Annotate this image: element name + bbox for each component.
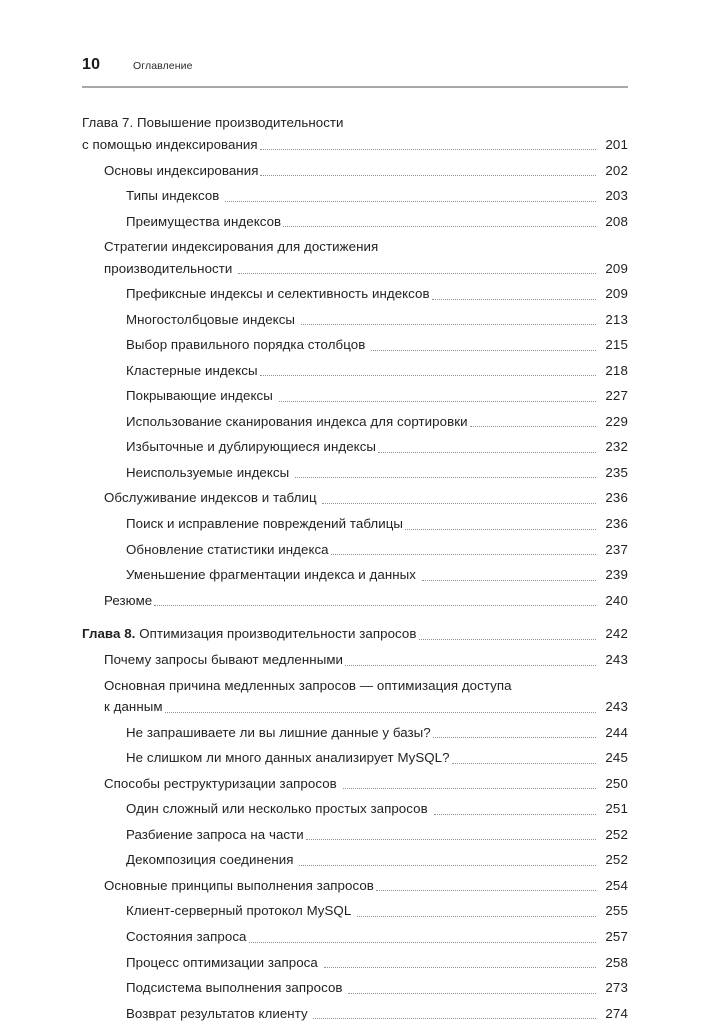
toc-entry-title-text: Резюме <box>104 592 153 608</box>
toc-entry-title <box>104 875 374 897</box>
toc-page-number: 245 <box>605 750 628 766</box>
toc-page-number: 218 <box>605 362 628 378</box>
toc-page-number: 274 <box>605 1005 628 1021</box>
toc-page-number: 213 <box>605 311 628 327</box>
toc-section-entry[interactable] <box>126 185 628 207</box>
toc-entry-line <box>126 211 628 233</box>
toc-entry-title <box>104 649 343 671</box>
toc-entry-line <box>126 283 628 305</box>
toc-entry-title <box>126 722 431 744</box>
toc-entry-title-text: Обновление статистики индекса <box>126 541 329 557</box>
dot-leader <box>249 941 596 943</box>
toc-entry-title-text: к данным <box>104 699 163 715</box>
toc-entry-title-text: Способы реструктуризации запросов <box>104 775 341 791</box>
toc-section-entry[interactable] <box>126 360 628 382</box>
table-of-contents <box>82 112 628 1028</box>
toc-entry-line <box>126 385 628 407</box>
dot-leader <box>405 528 596 530</box>
toc-entry-title-text: Основные принципы выполнения запросов <box>104 877 374 893</box>
toc-page-number: 237 <box>605 541 628 557</box>
toc-section-entry[interactable] <box>104 487 628 509</box>
dot-leader <box>357 915 596 917</box>
toc-section-entry[interactable] <box>104 590 628 612</box>
dot-leader <box>376 889 596 891</box>
toc-section-entry[interactable] <box>126 564 628 586</box>
toc-page-number: 251 <box>605 801 628 817</box>
toc-entry-title-text: Покрывающие индексы <box>126 388 277 404</box>
toc-section-entry[interactable] <box>126 722 628 744</box>
toc-section-entry[interactable] <box>126 747 628 769</box>
toc-page-number: 244 <box>605 724 628 740</box>
toc-entry-title <box>126 334 369 356</box>
toc-page-number: 258 <box>605 954 628 970</box>
toc-section-entry[interactable] <box>104 773 628 795</box>
toc-entry-line <box>104 773 628 795</box>
toc-page-number: 254 <box>605 877 628 893</box>
toc-section-entry[interactable] <box>126 952 628 974</box>
toc-entry-line <box>126 747 628 769</box>
dot-leader <box>371 349 596 351</box>
toc-entry-line <box>82 134 628 156</box>
toc-entry-line <box>104 649 628 671</box>
toc-entry-line <box>104 590 628 612</box>
toc-section-entry[interactable] <box>126 513 628 535</box>
toc-page-number: 252 <box>605 852 628 868</box>
toc-page-number: 201 <box>605 136 628 152</box>
toc-section-entry[interactable] <box>126 411 628 433</box>
running-head-title: Оглавление <box>133 60 193 72</box>
toc-entry-title <box>104 487 320 509</box>
toc-section-entry[interactable] <box>104 875 628 897</box>
toc-section-entry[interactable] <box>126 824 628 846</box>
toc-entry-line <box>126 952 628 974</box>
toc-entry-line <box>104 487 628 509</box>
toc-entry-title <box>126 360 258 382</box>
toc-section-entry[interactable] <box>126 900 628 922</box>
toc-entry-title-text: Декомпозиция соединения <box>126 852 298 868</box>
toc-entry-title-text: Кластерные индексы <box>126 362 258 378</box>
dot-leader <box>279 400 596 402</box>
toc-section-entry[interactable] <box>126 462 628 484</box>
toc-entry-title <box>126 977 346 999</box>
toc-entry-title <box>126 411 468 433</box>
toc-entry-line <box>126 539 628 561</box>
toc-page-number: 255 <box>605 903 628 919</box>
dot-leader <box>154 604 596 606</box>
toc-entry-title <box>126 211 281 233</box>
toc-entry-title-text: Обслуживание индексов и таблиц <box>104 490 321 506</box>
dot-leader <box>295 476 596 478</box>
toc-entry-line <box>104 696 628 718</box>
toc-section-entry[interactable] <box>126 436 628 458</box>
toc-entry-title <box>126 849 297 871</box>
dot-leader <box>283 225 596 227</box>
toc-section-entry[interactable] <box>126 211 628 233</box>
toc-entry-title-text: Возврат результатов клиенту <box>126 1005 312 1021</box>
toc-page-number: 209 <box>605 286 628 302</box>
toc-entry-title <box>82 134 258 156</box>
toc-section-entry[interactable] <box>126 1003 628 1025</box>
toc-section-entry[interactable] <box>126 926 628 948</box>
toc-entry-first-line <box>104 236 628 258</box>
toc-entry-line <box>126 722 628 744</box>
running-head <box>82 56 628 80</box>
toc-page-number: 273 <box>605 980 628 996</box>
toc-entry-title <box>126 283 430 305</box>
toc-entry-title-text: Оптимизация производительности запросов <box>135 626 417 642</box>
toc-page-number: 243 <box>605 652 628 668</box>
toc-page-number: 235 <box>605 464 628 480</box>
toc-entry-title-text: производительности <box>104 260 237 276</box>
toc-section-entry[interactable] <box>126 385 628 407</box>
toc-entry-title <box>126 436 376 458</box>
toc-entry-title-text: Подсистема выполнения запросов <box>126 980 347 996</box>
dot-leader <box>419 638 597 640</box>
toc-entry-title <box>126 926 247 948</box>
toc-page-number: 242 <box>605 626 628 642</box>
toc-page-number: 240 <box>605 592 628 608</box>
dot-leader <box>260 148 596 150</box>
toc-entry-title-text: Почему запросы бывают медленными <box>104 652 344 668</box>
toc-entry-line <box>126 977 628 999</box>
toc-entry-title <box>126 513 403 535</box>
toc-entry-title <box>126 539 329 561</box>
toc-entry-first-line-text: Повышение производительности <box>133 115 344 130</box>
toc-entry-title <box>104 258 236 280</box>
toc-page-number: 243 <box>605 699 628 715</box>
toc-section-entry[interactable] <box>104 675 628 718</box>
toc-entry-title-text: Неиспользуемые индексы <box>126 464 294 480</box>
toc-page-number: 252 <box>605 826 628 842</box>
toc-entry-line <box>126 462 628 484</box>
toc-entry-first-line <box>82 112 628 134</box>
dot-leader <box>322 502 596 504</box>
toc-entry-title <box>104 160 258 182</box>
dot-leader <box>345 664 596 666</box>
toc-page-number: 236 <box>605 490 628 506</box>
toc-entry-title <box>126 824 304 846</box>
header-divider-rule <box>82 86 628 88</box>
toc-page-number: 232 <box>605 439 628 455</box>
toc-entry-line <box>82 623 628 645</box>
toc-page-number: 227 <box>605 388 628 404</box>
toc-entry-title-text: Состояния запроса <box>126 929 247 944</box>
toc-page-number: 215 <box>605 337 628 353</box>
dot-leader <box>378 451 596 453</box>
toc-chapter-entry[interactable] <box>82 623 628 645</box>
dot-leader <box>433 736 596 738</box>
toc-entry-line <box>126 360 628 382</box>
dot-leader <box>260 174 596 176</box>
toc-entry-title <box>126 385 277 407</box>
toc-chapter-entry[interactable] <box>82 112 628 155</box>
dot-leader <box>324 966 596 968</box>
dot-leader <box>452 762 596 764</box>
toc-entry-title-text: Уменьшение фрагментации индекса и данных <box>126 567 420 583</box>
toc-chapter-label: Глава 8. <box>82 626 136 642</box>
dot-leader <box>299 864 596 866</box>
toc-page-number: 250 <box>605 775 628 791</box>
toc-entry-title-text: Поиск и исправление повреждений таблицы <box>126 516 404 531</box>
dot-leader <box>260 374 596 376</box>
toc-entry-line <box>126 185 628 207</box>
toc-page-number: 229 <box>605 413 628 429</box>
toc-entry-title <box>126 309 299 331</box>
toc-entry-title-text: Избыточные и дублирующиеся индексы <box>126 439 377 455</box>
toc-entry-title <box>126 952 322 974</box>
toc-entry-title-text: Процесс оптимизации запроса <box>126 954 322 970</box>
toc-entry-title-text: Типы индексов <box>126 188 224 204</box>
dot-leader <box>306 838 596 840</box>
dot-leader <box>331 553 596 555</box>
toc-entry-title-text: Разбиение запроса на части <box>126 826 304 842</box>
toc-entry-title <box>82 623 417 645</box>
toc-page-number: 208 <box>605 213 628 229</box>
toc-entry-title-text: с помощью индексирования <box>82 136 258 152</box>
toc-entry-title-text: Клиент-серверный протокол MySQL <box>126 903 355 919</box>
toc-entry-title-text: Выбор правильного порядка столбцов <box>126 337 370 353</box>
toc-entry-first-line-text: Стратегии индексирования для достижения <box>104 239 379 255</box>
toc-entry-title-text: Основы индексирования <box>104 162 259 178</box>
toc-entry-title <box>126 564 420 586</box>
dot-leader <box>422 579 596 581</box>
toc-entry-title-text: Префиксные индексы и селективность индексов <box>126 286 430 302</box>
toc-entry-title <box>104 773 341 795</box>
toc-page-number: 202 <box>605 162 628 178</box>
toc-page-number: 236 <box>605 516 628 531</box>
toc-section-entry[interactable] <box>104 160 628 182</box>
toc-entry-line <box>126 309 628 331</box>
toc-entry-title <box>126 185 223 207</box>
toc-entry-line <box>104 160 628 182</box>
toc-entry-line <box>126 824 628 846</box>
toc-entry-title <box>126 900 355 922</box>
toc-section-entry[interactable] <box>126 283 628 305</box>
dot-leader <box>225 200 596 202</box>
toc-entry-line <box>126 436 628 458</box>
dot-leader <box>343 787 596 789</box>
toc-section-entry[interactable] <box>126 309 628 331</box>
toc-entry-title <box>126 462 293 484</box>
toc-chapter-label: Глава 7. <box>82 115 134 130</box>
toc-entry-line <box>104 875 628 897</box>
toc-entry-line <box>104 258 628 280</box>
toc-entry-title-text: Один сложный или несколько простых запросов <box>126 801 432 817</box>
toc-section-entry[interactable] <box>126 539 628 561</box>
toc-section-entry[interactable] <box>126 977 628 999</box>
dot-leader <box>348 992 596 994</box>
toc-section-entry[interactable] <box>104 236 628 279</box>
toc-entry-line <box>126 513 628 535</box>
toc-section-entry[interactable] <box>104 649 628 671</box>
toc-page-number: 203 <box>605 188 628 204</box>
toc-entry-line <box>126 926 628 948</box>
page-folio-number: 10 <box>82 56 101 73</box>
toc-page-number: 257 <box>605 929 628 944</box>
toc-entry-title <box>126 798 432 820</box>
toc-entry-title-text: Не запрашиваете ли вы лишние данные у базы? <box>126 724 431 740</box>
dot-leader <box>238 272 596 274</box>
toc-section-entry[interactable] <box>126 849 628 871</box>
toc-entry-title <box>104 590 152 612</box>
toc-page-number: 209 <box>605 260 628 276</box>
dot-leader <box>432 298 596 300</box>
toc-entry-title-text: Не слишком ли много данных анализирует MySQL? <box>126 750 450 766</box>
toc-page-number: 239 <box>605 567 628 583</box>
dot-leader <box>434 813 597 815</box>
toc-entry-title-text: Преимущества индексов <box>126 213 282 229</box>
toc-entry-title <box>126 1003 311 1025</box>
toc-entry-title <box>126 747 450 769</box>
toc-section-entry[interactable] <box>126 798 628 820</box>
toc-entry-line <box>126 900 628 922</box>
toc-entry-line <box>126 334 628 356</box>
toc-entry-line <box>126 798 628 820</box>
toc-entry-title-text: Использование сканирования индекса для сортировки <box>126 413 468 429</box>
toc-entry-title <box>104 696 163 718</box>
toc-entry-line <box>126 849 628 871</box>
dot-leader <box>470 425 596 427</box>
toc-entry-title-text: Многостолбцовые индексы <box>126 311 299 327</box>
toc-entry-line <box>126 1003 628 1025</box>
dot-leader <box>301 323 596 325</box>
toc-section-entry[interactable] <box>126 334 628 356</box>
toc-entry-first-line-text: Основная причина медленных запросов — оптимизация доступа <box>104 677 512 693</box>
dot-leader <box>313 1017 596 1019</box>
dot-leader <box>165 711 596 713</box>
toc-entry-first-line <box>104 675 628 697</box>
toc-entry-line <box>126 564 628 586</box>
toc-entry-line <box>126 411 628 433</box>
